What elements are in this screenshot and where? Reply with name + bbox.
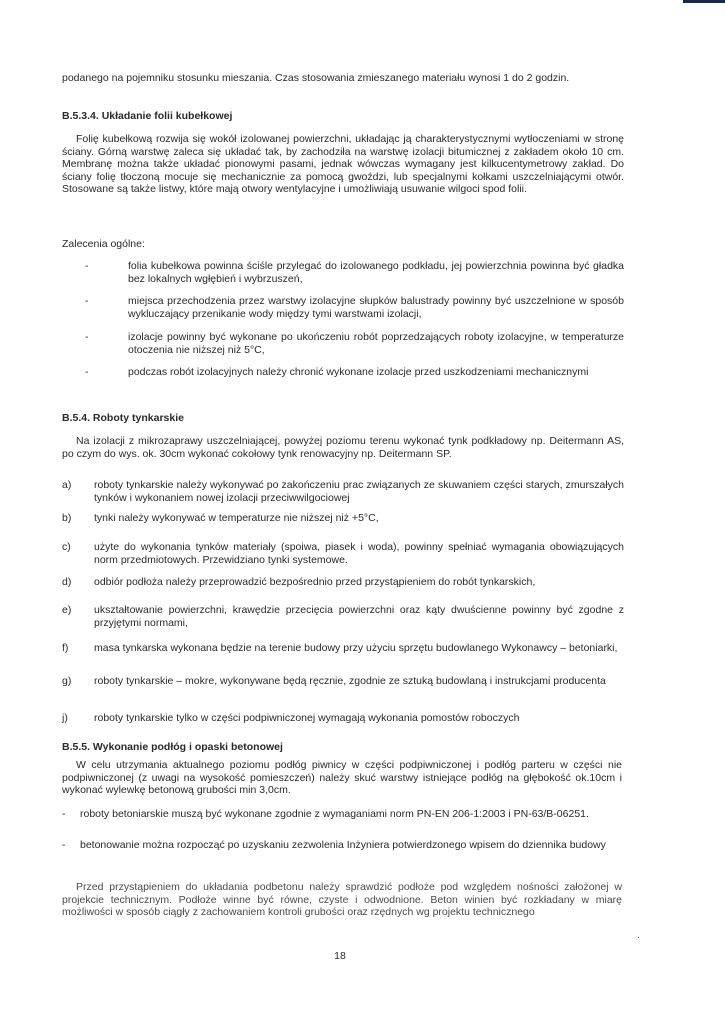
list-label: b): [62, 512, 72, 524]
page-number: 18: [334, 950, 346, 962]
bullet-marker: -: [85, 260, 89, 272]
bullet-item: roboty betoniarskie muszą być wykonane zgodnie z wymaganiami norm PN-EN 206-1:2003 i PN-63/B-06251.: [80, 808, 589, 820]
list-item: roboty tynkarskie należy wykonywać po zakończeniu prac związanych ze skuwaniem części starych, zmurszałych tynków i wykonaniem nowej izolacji przeciwwilgociowej: [94, 479, 624, 504]
list-item: użyte do wykonania tynków materiały (spoiwa, piasek i woda), powinny spełniać wymagania obowiązujących norm przedmiotowych. Przewidziano tynki systemowe.: [94, 541, 624, 566]
list-label: g): [62, 675, 72, 687]
list-label: c): [62, 541, 71, 553]
paragraph-b534: Folię kubełkową rozwija się wokół izolowanej powierzchni, układając ją charakterystycznymi wytłoczeniami w stronę ściany. Górną warstwę zaleca się układać tak, by zachodziła na warstwę izolacji bitumicznej z zakładem około 10 cm. Membranę można także układać pionowymi pasami, jednak wówczas wymagany jest kilkucentymetrowy zakład. Do ściany folię tłoczoną mocuje się mechanicznie za pomocą gwoździ, lub specjalnymi kołkami uszczelniającymi otwór. Stosowane są także listwy, które mają otwory wentylacyjne i umożliwiają usuwanie wilgoci spod folii.: [62, 133, 624, 195]
list-label: a): [62, 479, 72, 491]
bullet-marker: -: [85, 295, 89, 307]
list-item: ukształtowanie powierzchni, krawędzie przecięcia powierzchni oraz kąty dwuścienne powinny być zgodne z przyjętymi normami,: [94, 604, 624, 629]
bullet-item: miejsca przechodzenia przez warstwy izolacyjne słupków balustrady powinny być uszczelnione w sposób wykluczający przenikanie wody między tymi warstwami izolacji,: [128, 295, 624, 320]
list-item: roboty tynkarskie tylko w części podpiwniczonej wymagają wykonania pomostów roboczych: [94, 712, 520, 724]
heading-b55: B.5.5. Wykonanie podłóg i opaski betonowej: [62, 741, 283, 753]
dot-mark: .: [637, 930, 640, 941]
recommendations-title: Zalecenia ogólne:: [62, 238, 145, 250]
list-item: tynki należy wykonywać w temperaturze nie niższej niż +5°C,: [94, 512, 379, 524]
bullet-marker: -: [85, 331, 89, 343]
list-label: e): [62, 604, 72, 616]
list-label: j): [62, 712, 68, 724]
bullet-item: betonowanie można rozpocząć po uzyskaniu zezwolenia Inżyniera potwierdzonego wpisem do dziennika budowy: [80, 839, 606, 851]
heading-b54: B.5.4. Roboty tynkarskie: [62, 412, 184, 424]
list-item: roboty tynkarskie – mokre, wykonywane będą ręcznie, zgodnie ze sztuką budowlaną i instrukcjami producenta: [94, 675, 606, 687]
bullet-marker: -: [85, 366, 89, 378]
list-item: masa tynkarska wykonana będzie na terenie budowy przy użyciu sprzętu budowlanego Wykonawcy – betoniarki,: [94, 642, 618, 654]
bullet-item: folia kubełkowa powinna ściśle przylegać do izolowanego podkładu, jej powierzchnia powinna być gładka bez lokalnych wgłębień i wybrzuszeń,: [128, 260, 624, 285]
list-label: d): [62, 576, 72, 588]
bullet-marker: -: [62, 839, 66, 851]
closing-paragraph: Przed przystąpieniem do układania podbetonu należy sprawdzić podłoże pod względem nośności założonej w projekcie technicznym. Podłoże winne być równe, czyste i odwodnione. Beton winien być rozkładany w miarę możliwości w sposób ciągły z zachowaniem kontroli grubości oraz rzędnych wg projektu technicznego: [62, 881, 622, 918]
heading-b534: B.5.3.4. Układanie folii kubełkowej: [62, 110, 233, 122]
bullet-item: podczas robót izolacyjnych należy chronić wykonane izolacje przed uszkodzeniami mechanicznymi: [128, 366, 589, 378]
paragraph-b54: Na izolacji z mikrozaprawy uszczelniającej, powyżej poziomu terenu wykonać tynk podkładowy np. Deitermann AS, po czym do wys. ok. 30cm wykonać cokołowy tynk renowacyjny np. Deitermann SP.: [62, 435, 624, 460]
list-label: f): [62, 642, 69, 654]
bullet-item: izolacje powinny być wykonane po ukończeniu robót poprzedzających roboty izolacyjne, w temperaturze otoczenia nie niższej niż 5°C,: [128, 331, 624, 356]
paragraph-b55: W celu utrzymania aktualnego poziomu podłóg piwnicy w części podpiwniczonej i podłóg parteru w części nie podpiwniczonej (z uwagi na wysokość pomieszczeń) należy skuć warstwy istniejące podłóg na głębokość ok.10cm i wykonać wylewkę betonową grubości min 3,0cm.: [62, 759, 622, 796]
list-item: odbiór podłoża należy przeprowadzić bezpośrednio przed przystąpieniem do robót tynkarskich,: [94, 576, 536, 588]
intro-paragraph: podanego na pojemniku stosunku mieszania. Czas stosowania zmieszanego materiału wynosi 1 do 2 godzin.: [62, 72, 570, 84]
bullet-marker: -: [62, 808, 66, 820]
